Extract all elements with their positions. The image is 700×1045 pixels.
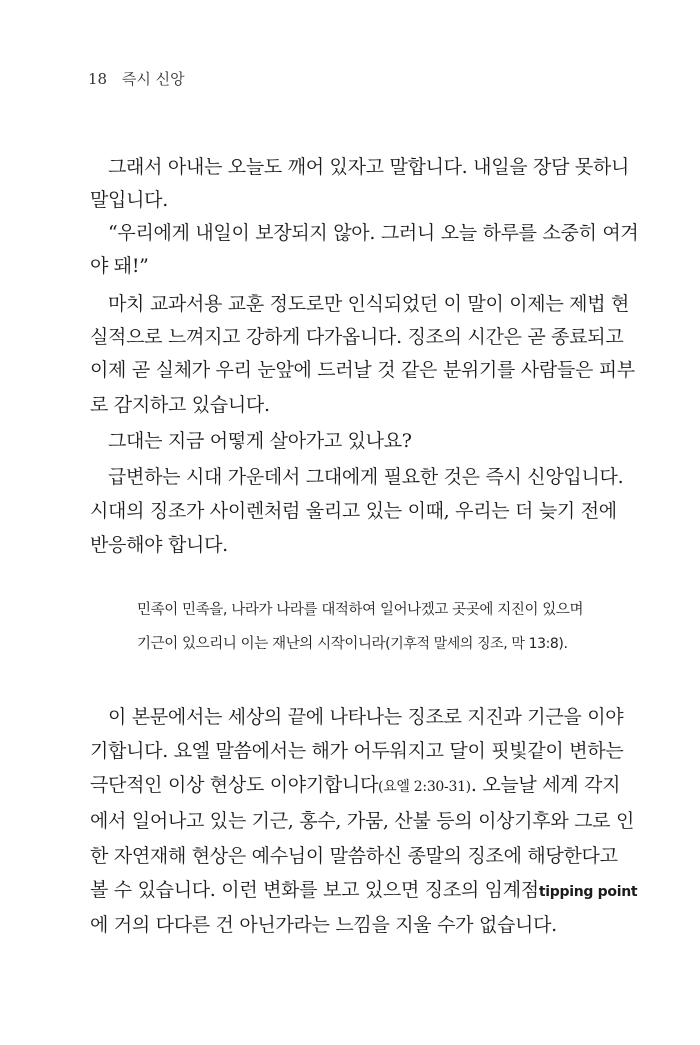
paragraph-line: 에서 일어나고 있는 기근, 홍수, 가뭄, 산불 등의 이상기후와 그로 인 xyxy=(90,810,635,832)
quote-line xyxy=(137,632,612,653)
paragraph-line xyxy=(90,770,621,797)
paragraph-line: 마치 교과서용 교훈 정도로만 인식되었던 이 말이 이제는 제법 현 xyxy=(108,293,630,315)
paragraph-line: 이 본문에서는 세상의 끝에 나타나는 징조로 지진과 기근을 이야 xyxy=(108,706,624,728)
page-number: 18 xyxy=(88,70,108,88)
paragraph-line: 말입니다. xyxy=(90,189,168,211)
paragraph-line: 그대는 지금 어떻게 살아가고 있나요? xyxy=(108,430,412,452)
paragraph-line: 시대의 징조가 사이렌처럼 울리고 있는 이때, 우리는 더 늦기 전에 xyxy=(90,500,617,522)
paragraph-line: “우리에게 내일이 보장되지 않아. 그러니 오늘 하루를 소중히 여겨 xyxy=(108,222,639,244)
english-term: tipping point xyxy=(538,884,638,900)
line-text: 극단적인 이상 현상도 이야기합니다 xyxy=(90,774,379,796)
paragraph-line: 로 감지하고 있습니다. xyxy=(90,394,270,416)
quote-line: 민족이 민족을, 나라가 나라를 대적하여 일어나겠고 곳곳에 지진이 있으며 xyxy=(137,602,584,618)
paragraph-line xyxy=(90,875,638,902)
paragraph-line: 그래서 아내는 오늘도 깨어 있자고 말합니다. 내일을 장담 못하니 xyxy=(108,156,630,178)
paragraph-line: 급변하는 시대 가운데서 그대에게 필요한 것은 즉시 신앙입니다. xyxy=(108,466,624,488)
paragraph-line: 이제 곧 실체가 우리 눈앞에 드러날 것 같은 분위기를 사람들은 피부 xyxy=(90,359,635,381)
paragraph-line: 기합니다. 요엘 말씀에서는 해가 어두워지고 달이 핏빛같이 변하는 xyxy=(90,740,624,762)
line-text: 볼 수 있습니다. 이런 변화를 보고 있으면 징조의 임계점 xyxy=(90,879,539,901)
bible-reference: (요엘 2:30-31) xyxy=(378,779,471,795)
paragraph-line: 야 돼!” xyxy=(90,255,149,277)
line-tail: . 오늘날 세계 각지 xyxy=(470,774,621,796)
paragraph-line: 실적으로 느껴지고 강하게 다가옵니다. 징조의 시간은 곧 종료되고 xyxy=(90,326,624,348)
running-header xyxy=(88,68,185,89)
running-title: 즉시 신앙 xyxy=(121,70,185,88)
quote-text: 기근이 있으리니 이는 재난의 시작이니라 xyxy=(137,636,386,652)
paragraph-line: 에 거의 다다른 건 아닌가라는 느낌을 지울 수가 없습니다. xyxy=(90,914,557,936)
quote-reference: (기후적 말세의 징조, 막 13:8). xyxy=(385,636,568,652)
paragraph-line: 반응해야 합니다. xyxy=(90,534,228,556)
paragraph-line: 한 자연재해 현상은 예수님이 말씀하신 종말의 징조에 해당한다고 xyxy=(90,845,618,867)
